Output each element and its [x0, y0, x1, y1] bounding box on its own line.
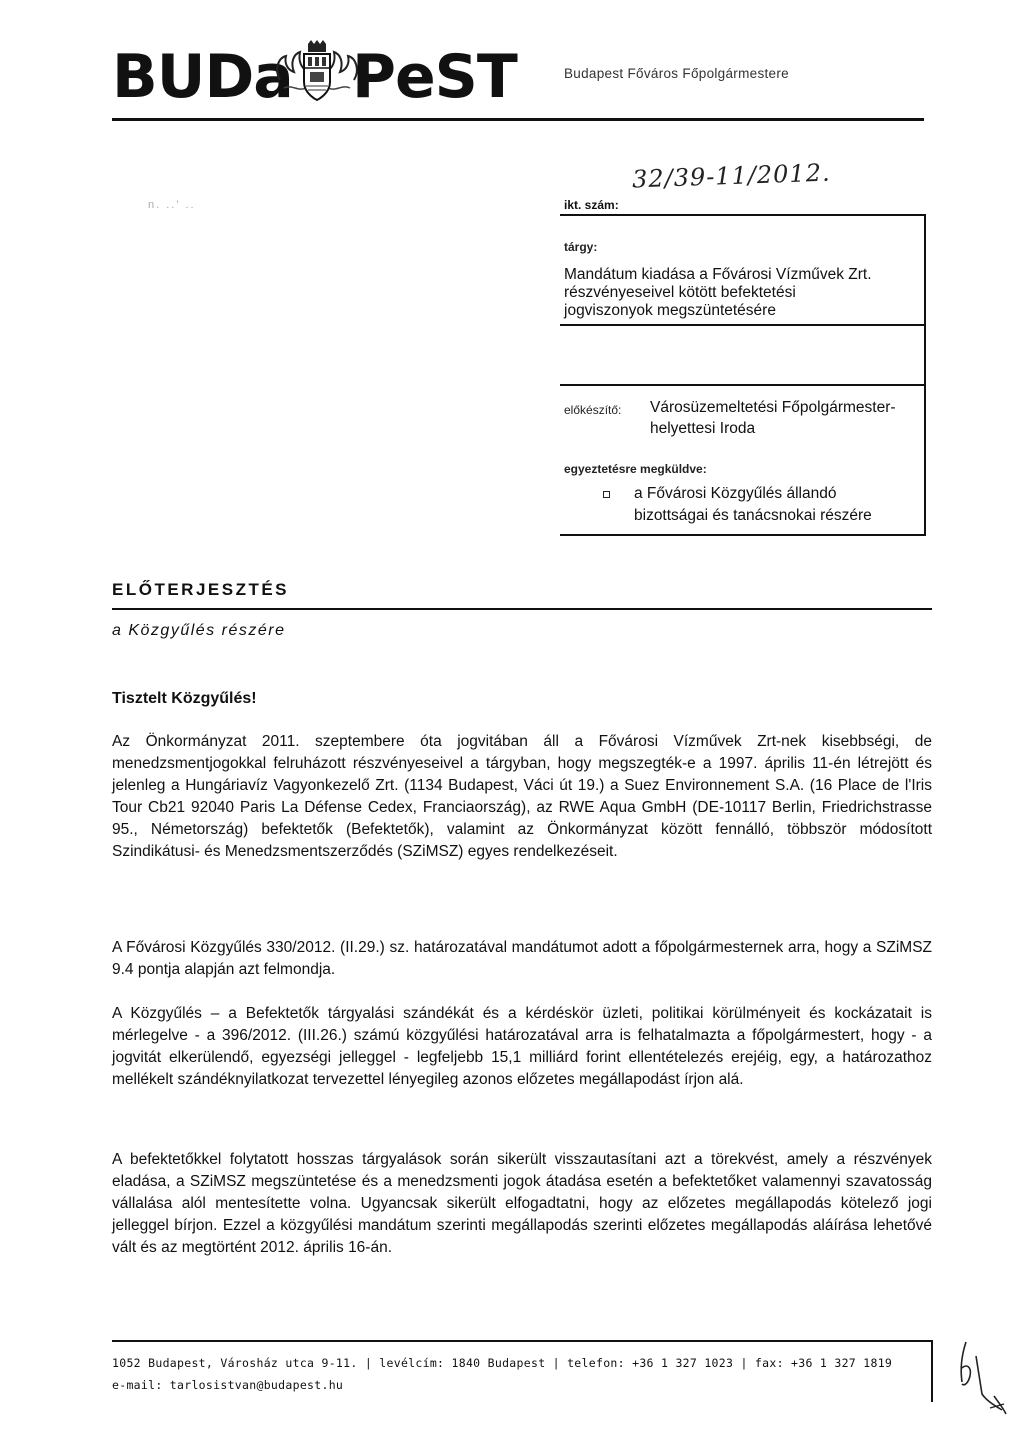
logo-text-buda: BUDa	[112, 42, 293, 112]
bullet-square-icon	[603, 491, 610, 498]
header-caption: Budapest Főváros Főpolgármestere	[564, 66, 789, 81]
header-divider	[112, 118, 924, 121]
meta-divider-top	[560, 214, 926, 216]
footer-divider	[112, 1340, 932, 1342]
footer-email: e-mail: tarlosistvan@budapest.hu	[112, 1378, 344, 1392]
paragraph-2: A Fővárosi Közgyűlés 330/2012. (II.29.) sz. határozatával mandátumot adott a főpolgármesternek arra, hogy a SZiMSZ 9.4 pontja alapján azt felmondja.	[112, 939, 932, 978]
coat-of-arms-icon	[272, 40, 362, 110]
sent-line-1: a Fővárosi Közgyűlés állandó	[634, 485, 837, 502]
subject-line-3: jogviszonyok megszüntetésére	[564, 302, 776, 319]
logo-text-pest: PeST	[352, 42, 517, 112]
salutation: Tisztelt Közgyűlés!	[112, 690, 257, 707]
subject-label: tárgy:	[564, 240, 598, 254]
paragraph-3: A Közgyűlés – a Befektetők tárgyalási szándékát és a kérdéskör üzleti, politikai körülményeit és kockázatait is mérlegelve - a 396/2012. (III.26.) számú közgyűlési határozatával arra is felhatalmazta a főpolgármestert, hogy - a jogvitát elkerülendő, egyezségi jelleggel - legfeljebb 15,1 milliárd forint ellentételezés erejéig, egy, a határozathoz mellékelt szándéknyilatkozat tervezettel lényegileg azonos előzetes megállapodást írjon alá.	[112, 1005, 932, 1088]
registration-number: 32/39-11/2012.	[631, 158, 832, 194]
faint-stamp: n. ..' ..	[148, 199, 196, 211]
paragraph-1: Az Önkormányzat 2011. szeptembere óta jogvitában áll a Fővárosi Vízművek Zrt-nek kisebbségi, de menedzsmentjogokkal felruházott részvényeseivel a tárgyban, hogy megszegték-e a 1997. április 11-én létrejött és jelenleg a Hungáriavíz Vagyonkezelő Zrt. (1134 Budapest, Váci út 19.) a Suez Environnement S.A. (16 Place de l'Iris Tour Cb21 92040 Paris La Défense Cedex, Franciaország), az RWE Aqua GmbH (DE-10117 Berlin, Friedrichstrasse 95., Németország) befektetők (Befektetők), valamint az Önkormányzat között fennálló, többször módosított Szindikátusi- és Menedzsmentszerződés (SZiMSZ) egyes rendelkezéseit.	[112, 733, 932, 860]
meta-divider-subject	[560, 324, 926, 326]
preparer-label: előkészítő:	[564, 403, 622, 417]
footer-border-right	[931, 1340, 933, 1402]
handwritten-initials	[946, 1338, 1010, 1418]
meta-divider-preparer	[560, 384, 926, 386]
sent-line-2: bizottságai és tanácsnokai részére	[634, 507, 872, 524]
meta-border-right	[924, 214, 926, 536]
document-subtitle: a Közgyűlés részére	[112, 622, 286, 639]
subject-line-2: részvényeseivel kötött befektetési	[564, 284, 796, 301]
footer-address: 1052 Budapest, Városház utca 9-11. | levélcím: 1840 Budapest | telefon: +36 1 327 1023 | fax: +36 1 327 1819	[112, 1356, 893, 1370]
subject-line-1: Mandátum kiadása a Fővárosi Vízművek Zrt.	[564, 266, 872, 283]
meta-divider-bottom	[560, 534, 926, 536]
title-divider	[112, 608, 932, 610]
paragraph-4: A befektetőkkel folytatott hosszas tárgyalások során sikerült visszautasítani azt a törekvést, amely a részvények eladása, a SZiMSZ megszüntetése és a menedzsmenti jogok átadása esetén a befektetőket valamennyi szavatosság vállalása alól mentesítette volna. Ugyancsak sikerült elfogadtatni, hogy az előzetes megállapodás kötelező jogi jelleggel bírjon. Ezzel a közgyűlési mandátum szerinti megállapodás szerinti előzetes megállapodás aláírása lehetővé vált és az megtörtént 2012. április 16-án.	[112, 1151, 932, 1256]
budapest-logo	[112, 40, 520, 110]
sent-for-approval-label: egyeztetésre megküldve:	[564, 462, 707, 476]
preparer-line-1: Városüzemeltetési Főpolgármester-	[650, 399, 896, 416]
document-title: ELŐTERJESZTÉS	[112, 580, 290, 599]
registration-label: ikt. szám:	[564, 198, 619, 212]
preparer-line-2: helyettesi Iroda	[650, 420, 756, 437]
